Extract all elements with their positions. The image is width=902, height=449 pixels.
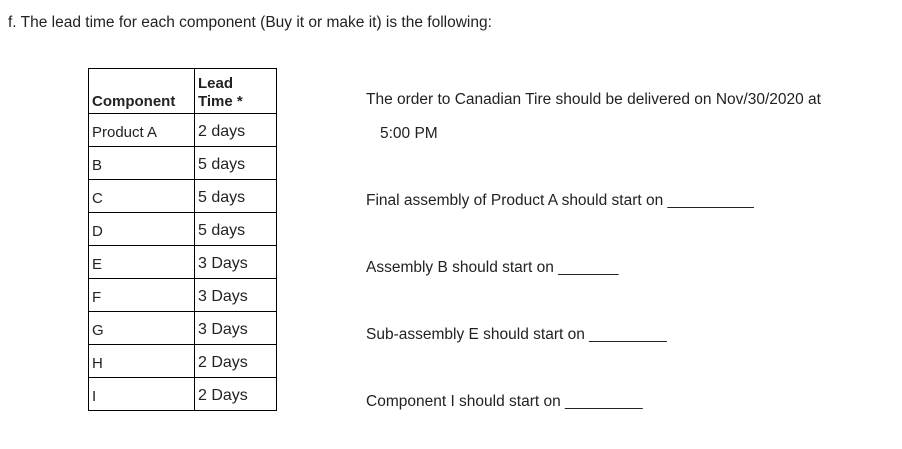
component-cell: C (89, 180, 195, 213)
header-lead-line2: Time * (198, 93, 243, 110)
assembly-b-question: Assembly B should start on _______ (366, 259, 619, 276)
lead-time-cell: 3 Days (195, 312, 277, 345)
lead-time-cell: 5 days (195, 180, 277, 213)
component-cell: B (89, 147, 195, 180)
table-row (89, 312, 277, 345)
subassembly-e-question: Sub-assembly E should start on _________ (366, 326, 667, 343)
component-cell: F (89, 279, 195, 312)
table-row (89, 213, 277, 246)
table-row (89, 378, 277, 411)
question-intro: f. The lead time for each component (Buy it or make it) is the following: (8, 14, 492, 31)
component-cell: D (89, 213, 195, 246)
order-delivery-statement: The order to Canadian Tire should be delivered on Nov/30/2020 at (366, 91, 821, 108)
component-cell: E (89, 246, 195, 279)
lead-time-cell: 3 Days (195, 246, 277, 279)
component-cell: G (89, 312, 195, 345)
component-cell: Product A (89, 114, 195, 147)
lead-time-table (88, 68, 277, 411)
table-row (89, 147, 277, 180)
lead-time-cell: 2 Days (195, 345, 277, 378)
order-delivery-time: 5:00 PM (380, 125, 438, 142)
lead-time-cell: 2 days (195, 114, 277, 147)
table-row (89, 246, 277, 279)
lead-time-cell: 2 Days (195, 378, 277, 411)
lead-time-cell: 5 days (195, 213, 277, 246)
lead-time-cell: 3 Days (195, 279, 277, 312)
table-row (89, 114, 277, 147)
lead-time-cell: 5 days (195, 147, 277, 180)
table-row (89, 345, 277, 378)
header-lead-time (195, 69, 277, 114)
table-row (89, 279, 277, 312)
table-row (89, 180, 277, 213)
component-i-question: Component I should start on _________ (366, 393, 643, 410)
table-header-row (89, 69, 277, 114)
component-cell: H (89, 345, 195, 378)
component-cell: I (89, 378, 195, 411)
header-lead-line1: Lead (198, 75, 234, 92)
final-assembly-question: Final assembly of Product A should start on __________ (366, 192, 754, 209)
header-component: Component (89, 69, 195, 114)
